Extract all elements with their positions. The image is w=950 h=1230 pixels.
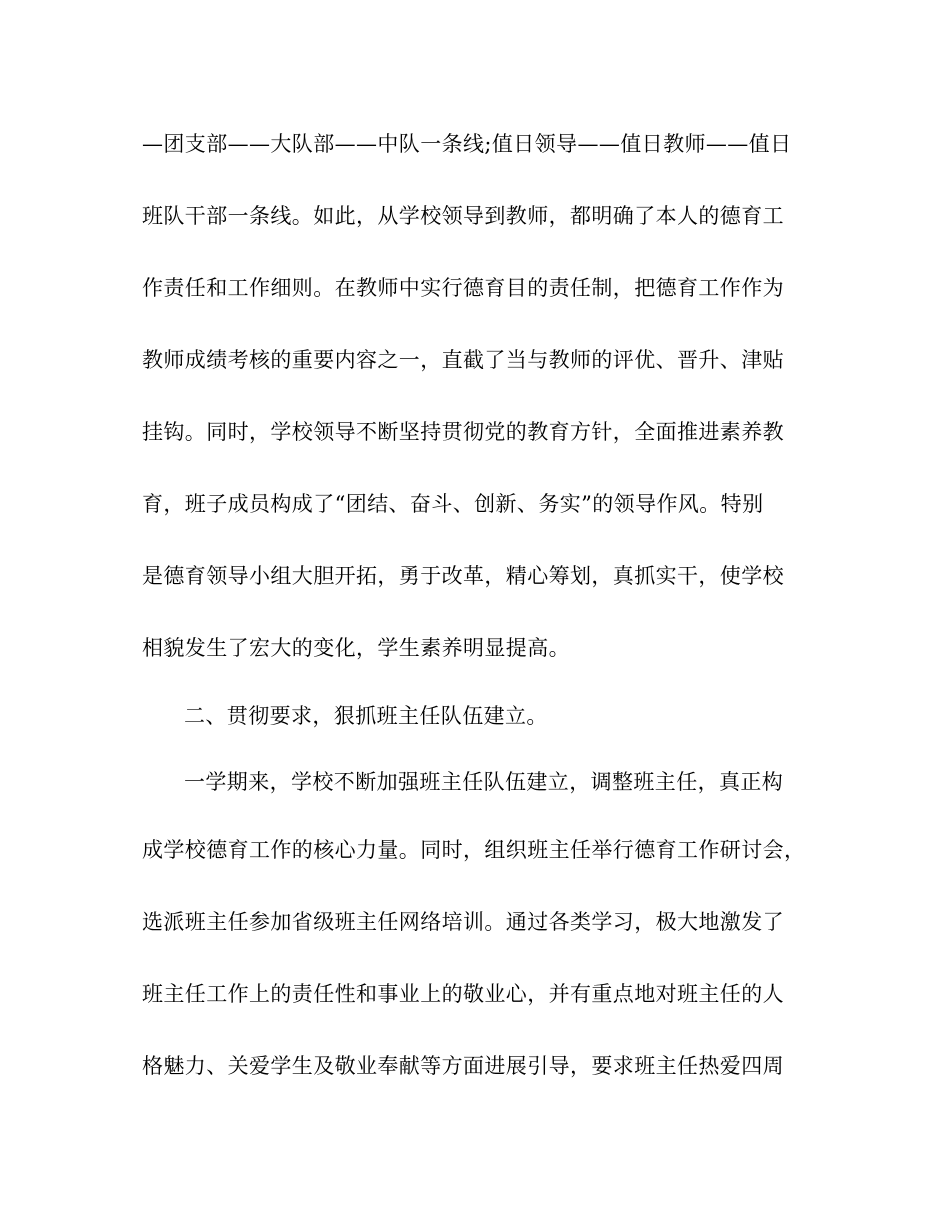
paragraph-line: 班队干部一条线。如此，从学校领导到教师，都明确了本人的德育工 — [142, 204, 784, 228]
paragraph-line: —团支部——大队部——中队一条线;值日领导——值日教师——值日 — [142, 132, 792, 156]
paragraph-line: 班主任工作上的责任性和事业上的敬业心，并有重点地对班主任的人 — [142, 982, 784, 1006]
paragraph-line: 育，班子成员构成了“团结、奋斗、创新、务实”的领导作风。特别 — [142, 492, 764, 516]
paragraph-line: 是德育领导小组大胆开拓，勇于改革，精心筹划，真抓实干，使学校 — [142, 564, 784, 588]
paragraph-line: 成学校德育工作的核心力量。同时，组织班主任举行德育工作研讨会， — [142, 838, 806, 862]
section-heading: 二、贯彻要求，狠抓班主任队伍建立。 — [184, 704, 548, 728]
paragraph-line: 选派班主任参加省级班主任网络培训。通过各类学习，极大地激发了 — [142, 910, 784, 934]
paragraph-line: 作责任和工作细则。在教师中实行德育目的责任制，把德育工作作为 — [142, 276, 784, 300]
paragraph-line: 教师成绩考核的重要内容之一，直截了当与教师的评优、晋升、津贴 — [142, 348, 784, 372]
paragraph-line: 相貌发生了宏大的变化，学生素养明显提高。 — [142, 636, 570, 660]
paragraph-line: 一学期来，学校不断加强班主任队伍建立，调整班主任，真正构 — [184, 770, 784, 794]
paragraph-line: 挂钩。同时，学校领导不断坚持贯彻党的教育方针，全面推进素养教 — [142, 420, 784, 444]
paragraph-line: 格魅力、关爱学生及敬业奉献等方面进展引导，要求班主任热爱四周 — [142, 1054, 784, 1078]
